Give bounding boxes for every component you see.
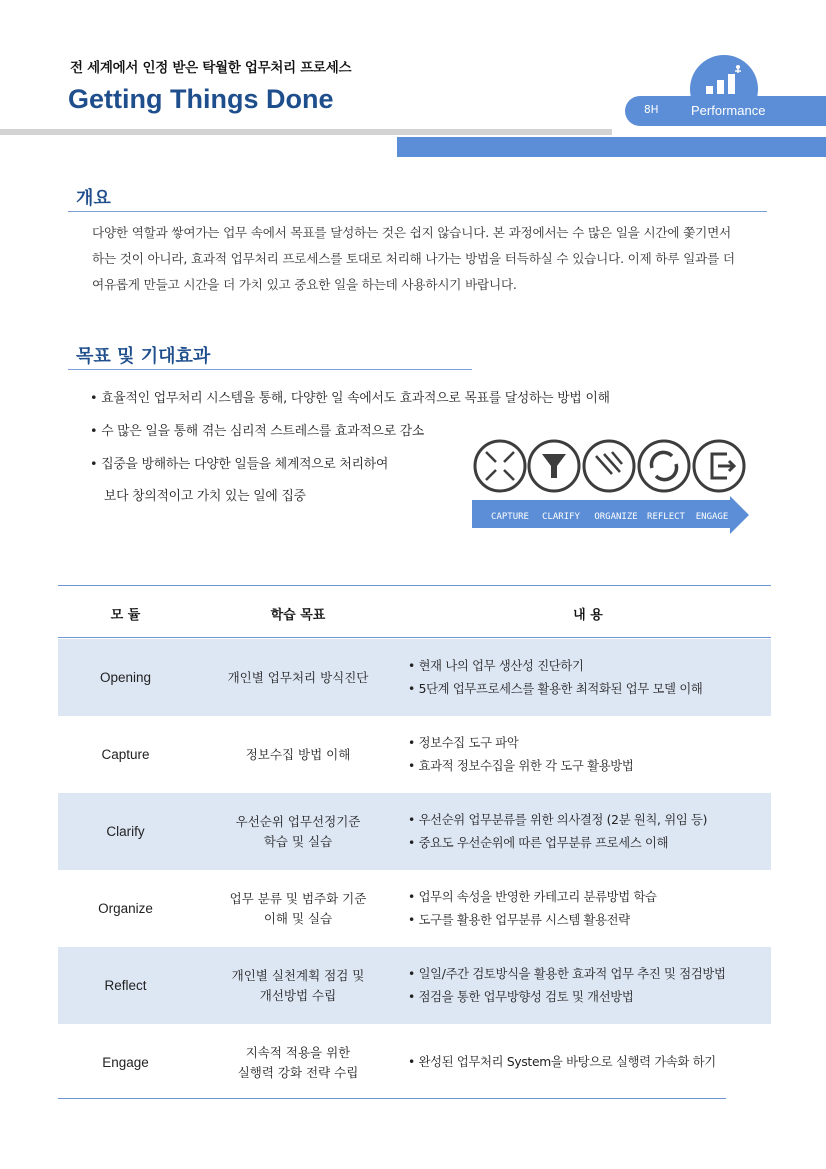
- table-header-rule: [58, 637, 771, 638]
- reflect-icon: [639, 441, 689, 491]
- content-item: • 도구를 활용한 업무분류 시스템 활용전략: [408, 909, 768, 932]
- module-cell: Capture: [101, 747, 150, 762]
- goal-cell: [208, 870, 388, 947]
- content-item: • 업무의 속성을 반영한 카테고리 분류방법 학습: [408, 886, 768, 909]
- overview-line: 여유롭게 만들고 시간을 더 가치 있고 중요한 일을 하는데 사용하시기 바랍니다.: [92, 277, 517, 292]
- gtd-steps-graphic: [472, 438, 752, 538]
- content-cell: [408, 870, 768, 947]
- content-item: • 현재 나의 업무 생산성 진단하기: [408, 655, 768, 678]
- goal-item: 보다 창의적이고 가치 있는 일에 집중: [104, 489, 306, 504]
- content-cell: [408, 716, 768, 793]
- table-row: [58, 793, 771, 870]
- overview-text: [92, 220, 772, 298]
- goal-line: 개인별 실천계획 점검 및: [231, 967, 365, 983]
- goal-item: • 수 많은 일을 통해 겪는 심리적 스트레스를 효과적으로 감소: [90, 424, 425, 439]
- bar-chart-icon: [702, 62, 746, 98]
- goal-line: 학습 및 실습: [263, 833, 333, 849]
- content-item: • 점검을 통한 업무방향성 검토 및 개선방법: [408, 986, 768, 1009]
- goal-line: 실행력 강화 전략 수립: [237, 1064, 359, 1080]
- goal-line: 개인별 업무처리 방식진단: [227, 669, 369, 685]
- goal-line: 이해 및 실습: [263, 910, 333, 926]
- goal-cell: [208, 716, 388, 793]
- page-title: Getting Things Done: [68, 84, 334, 114]
- goals-divider: [68, 369, 472, 370]
- overview-divider: [68, 211, 767, 212]
- table-top-rule: [58, 585, 771, 586]
- content-item: • 완성된 업무처리 System을 바탕으로 실행력 가속화 하기: [408, 1051, 768, 1074]
- goals-heading: 목표 및 기대효과: [76, 346, 211, 367]
- gtd-step-label: REFLECT: [647, 512, 685, 522]
- overview-line: 하는 것이 아니라, 효과적 업무처리 프로세스를 토대로 처리해 나가는 방법을 터득하실 수 있습니다. 이제 하루 일과를 더: [92, 251, 735, 266]
- table-header-content: 내 용: [573, 608, 603, 623]
- organize-icon: [584, 441, 634, 491]
- content-item: • 효과적 정보수집을 위한 각 도구 활용방법: [408, 755, 768, 778]
- capture-icon: [475, 441, 525, 491]
- table-row: [58, 716, 771, 793]
- goal-cell: [208, 639, 388, 716]
- table-bottom-rule: [58, 1098, 726, 1099]
- header-gray-divider: [0, 129, 612, 135]
- content-item: • 일일/주간 검토방식을 활용한 효과적 업무 추진 및 점검방법: [408, 963, 768, 986]
- module-cell: Engage: [102, 1055, 149, 1070]
- goal-cell: [208, 793, 388, 870]
- overview-heading: 개요: [76, 188, 111, 209]
- content-item: • 5단계 업무프로세스를 활용한 최적화된 업무 모델 이해: [408, 678, 768, 701]
- goal-item: • 효율적인 업무처리 시스템을 통해, 다양한 일 속에서도 효과적으로 목표를 달성하는 방법 이해: [90, 391, 610, 406]
- goal-line: 정보수집 방법 이해: [245, 746, 351, 762]
- badge-hours: 8H: [644, 104, 659, 116]
- module-cell: Reflect: [104, 978, 147, 993]
- table-header-goal: 학습 목표: [270, 608, 326, 623]
- gtd-step-label: ENGAGE: [695, 512, 729, 522]
- content-item: • 중요도 우선순위에 따른 업무분류 프로세스 이해: [408, 832, 768, 855]
- header-blue-band: [397, 137, 826, 157]
- content-cell: [408, 1024, 768, 1101]
- goal-cell: [208, 947, 388, 1024]
- header-subtitle: 전 세계에서 인정 받은 탁월한 업무처리 프로세스: [70, 60, 352, 76]
- table-row: [58, 947, 771, 1024]
- table-row: [58, 870, 771, 947]
- content-item: • 정보수집 도구 파악: [408, 732, 768, 755]
- goal-line: 개선방법 수립: [259, 987, 337, 1003]
- module-cell: Clarify: [106, 824, 145, 839]
- content-cell: [408, 947, 768, 1024]
- goal-item: • 집중을 방해하는 다양한 일들을 체계적으로 처리하여: [90, 457, 389, 472]
- goal-line: 우선순위 업무선정기준: [235, 813, 361, 829]
- overview-line: 다양한 역할과 쌓여가는 업무 속에서 목표를 달성하는 것은 쉽지 않습니다. 본 과정에서는 수 많은 일을 시간에 쫓기면서: [92, 225, 732, 240]
- content-cell: [408, 793, 768, 870]
- module-cell: Opening: [99, 670, 152, 685]
- goal-line: 지속적 적용을 위한: [245, 1044, 351, 1060]
- module-cell: Organize: [98, 901, 153, 916]
- goal-line: 업무 분류 및 범주화 기준: [229, 890, 367, 906]
- table-row: [58, 1024, 771, 1101]
- badge-label: Performance: [691, 103, 766, 118]
- content-item: • 우선순위 업무분류를 위한 의사결정 (2분 원칙, 위임 등): [408, 809, 768, 832]
- gtd-step-label: ORGANIZE: [594, 512, 638, 522]
- table-header-module: 모 듈: [110, 608, 141, 623]
- table-row: [58, 639, 771, 716]
- goal-cell: [208, 1024, 388, 1101]
- gtd-step-label: CAPTURE: [491, 512, 529, 522]
- gtd-step-label: CLARIFY: [542, 512, 580, 522]
- content-cell: [408, 639, 768, 716]
